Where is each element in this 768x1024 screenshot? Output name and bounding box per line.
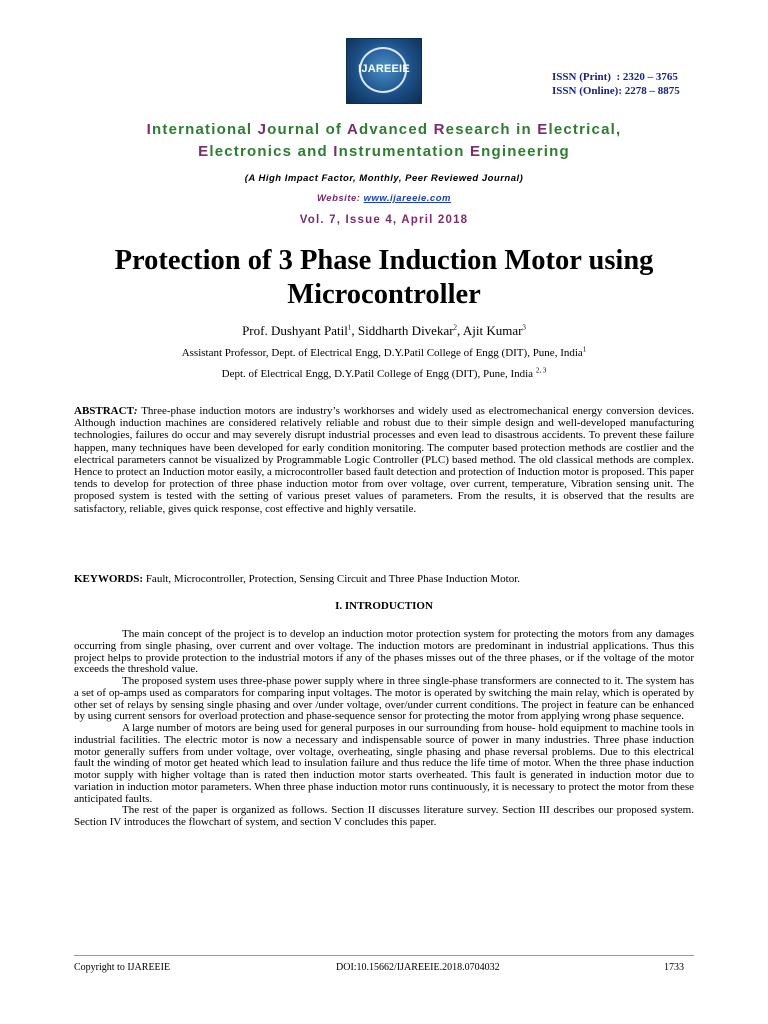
intro-paragraph: The rest of the paper is organized as follows. Section II discusses literature survey. Section III describes our proposed system. Section IV introduces the flowchart of system, and section V concludes this paper.: [74, 804, 694, 828]
author-1-sup: 1: [347, 323, 352, 332]
author-2-sup: 2: [453, 323, 458, 332]
abstract-label: ABSTRACT: [74, 405, 134, 417]
issn-block: [552, 70, 680, 98]
author-3-sup: 3: [522, 323, 526, 332]
paper-title: [40, 244, 728, 312]
journal-title-fragment: lectrical,: [548, 121, 622, 138]
paper-title-line1: Protection of 3 Phase Induction Motor using: [114, 245, 654, 276]
footer-copyright: Copyright to IJAREEIE: [74, 962, 171, 973]
issn-print: ISSN (Print) : 2320 – 3765: [552, 71, 678, 83]
introduction-body: [74, 629, 694, 829]
journal-title-fragment: I: [146, 121, 153, 138]
affiliation-2: [0, 368, 768, 380]
journal-title-fragment: E: [198, 143, 210, 160]
author-3: Ajit Kumar: [462, 323, 523, 338]
keywords: [74, 573, 694, 585]
footer-doi: DOI:10.15662/IJAREEIE.2018.0704032: [336, 962, 500, 973]
journal-title-fragment: R: [433, 121, 446, 138]
paper-title-line2: Microcontroller: [287, 279, 481, 310]
website-label: Website:: [317, 193, 364, 204]
volume-issue: Vol. 7, Issue 4, April 2018: [299, 214, 469, 226]
intro-paragraph: A large number of motors are being used for general purposes in our surrounding from house- hold equipment to machine tools in industrial facilities. The electric motor is now a necessary and indispensable source of power in many industries. Three phase induction motor generally suffers from under voltage, over voltage, overheating, single phasing and phase reversal problems. Due to this electrical fault the winding of motor get heated which lead to insulation failure and thus reduce the life time of motor. When the three phase induction motor supply with higher voltage than is rated then induction motor starts overheated. This fault is generated in induction motor due to variation in induction motor parameters. When three phase induction motor runs continuously, it is necessary to protect the motor from these anticipated faults.: [74, 722, 694, 805]
issn-online: ISSN (Online): 2278 – 8875: [552, 85, 680, 97]
journal-title-fragment: I: [333, 143, 339, 160]
journal-title-fragment: lectronics and: [209, 143, 334, 160]
journal-title-fragment: dvanced: [359, 121, 434, 138]
journal-website: [0, 193, 768, 204]
journal-title-fragment: ournal of: [267, 121, 347, 138]
journal-logo: [346, 38, 422, 104]
keywords-label: KEYWORDS:: [74, 573, 144, 585]
author-list: Prof. Dushyant Patil$^1$, Siddharth Divekar$^2$, Ajit Kumar$^3$: [242, 323, 526, 338]
affiliation-1: [0, 347, 768, 359]
abstract-text: Three-phase induction motors are industry’s workhorses and widely used as electromechanical energy conversion devices. Although induction machines are considered relatively reliable and robust due to their simple design and well-developed manufacturing technologies, failures do occur and may severely disrupt industrial processes and even lead to disastrous accidents. To prevent these failure happen, many techniques have been developed for early condition monitoring. The computer based protection methods are costlier and the electrical parameters cannot be visualized by Programmable Logic Controller (PLC) based method. The old classical methods are complex. Hence to protect an Induction motor easily, a microcontroller based fault detection and protection of Induction motor is proposed. This paper tends to develop for protection of three phase induction motor from over voltage, over current, temperature, Vibration sensing unit. The proposed system is tested with the setting of various preset values of parameters. From the results, it is observed that the results are satisfactory, reliable, gives quick response, cost effective and highly versatile.: [74, 405, 694, 515]
journal-title-line2: [0, 141, 768, 163]
affiliation-2-sup: 2, 3: [535, 366, 547, 375]
journal-title-fragment: nstrumentation: [338, 143, 470, 160]
section-heading-introduction: I. INTRODUCTION: [335, 600, 433, 612]
affiliation-1-sup: 1: [582, 345, 587, 354]
abstract: [74, 405, 694, 515]
intro-paragraph: The main concept of the project is to develop an induction motor protection system for protecting the motors from any damages occurring from single phasing, over current and over voltage. The induction motors are predominant in industrial applications. Thus this project helps to provide protection to the industrial motors if any of the phases misses out of the three phases, or if the voltage of the motor exceeds the threshold value.: [74, 628, 694, 676]
logo-text: IJAREEIE: [358, 63, 410, 75]
journal-title-fragment: A: [346, 121, 359, 138]
journal-title-fragment: J: [257, 121, 268, 138]
abstract-colon: :: [133, 405, 138, 417]
affiliation-2-text: Dept. of Electrical Engg, D.Y.Patil College of Engg (DIT), Pune, India: [221, 368, 536, 380]
journal-title: [0, 119, 768, 163]
footer-page-number: 1733: [664, 962, 684, 973]
journal-title-fragment: E: [537, 121, 549, 138]
journal-title-fragment: esearch in: [445, 121, 538, 138]
intro-paragraph: The proposed system uses three-phase power supply where in three single-phase transformers are connected to it. The system has a set of op-amps used as comparators for comparing input voltages. The motor is operated by switching the main relay, which is operated by other set of relays by sensing single phasing and over /under voltage, over/under current conditions. The project in feature can be enhanced by using current sensors for overload protection and phase-sequence sensor for protecting the motor from applying wrong phase sequence.: [74, 675, 694, 723]
keywords-text: Fault, Microcontroller, Protection, Sensing Circuit and Three Phase Induction Motor.: [143, 573, 521, 585]
journal-title-fragment: ngineering: [481, 143, 570, 160]
footer-divider: [74, 955, 694, 956]
journal-subtitle: (A High Impact Factor, Monthly, Peer Reviewed Journal): [244, 173, 524, 184]
journal-title-fragment: nternational: [152, 121, 258, 138]
journal-title-fragment: E: [469, 143, 482, 160]
website-link[interactable]: www.ijareeie.com: [363, 193, 451, 204]
author-1: Prof. Dushyant Patil: [242, 323, 348, 338]
author-2: Siddharth Divekar: [357, 323, 454, 338]
journal-title-line1: [0, 119, 768, 141]
affiliation-1-text: Assistant Professor, Dept. of Electrical Engg, D.Y.Patil College of Engg (DIT), Pune, India: [181, 347, 583, 359]
